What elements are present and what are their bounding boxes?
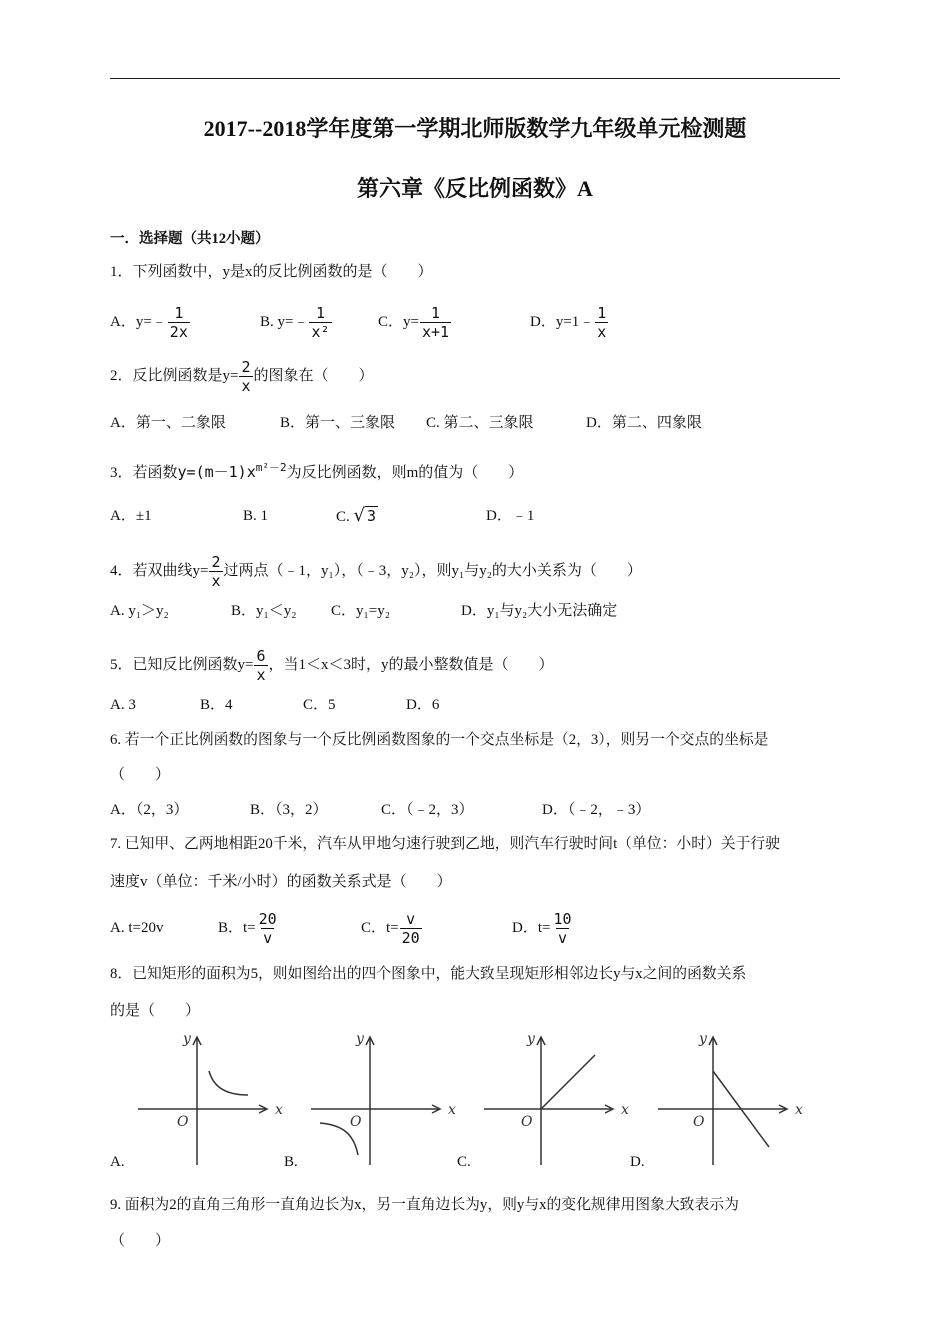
section-heading: 一．选择题（共12小题） bbox=[110, 231, 270, 247]
graph-label-a: A. bbox=[110, 1154, 125, 1170]
q3-option-a: A．±1 bbox=[110, 508, 152, 524]
q7-option-a: A. t=20v bbox=[110, 920, 164, 936]
q1-option-a: A．y=﹣ $\frac{1}{2x}$ bbox=[110, 304, 188, 341]
graph-a bbox=[135, 1025, 285, 1165]
q5-option-d: D．6 bbox=[406, 697, 440, 713]
question-7-stem-line1: 7. 已知甲、乙两地相距20千米，汽车从甲地匀速行驶到乙地，则汽车行驶时间t（单位：小时）关于行驶 bbox=[110, 836, 780, 852]
q3-option-b: B. 1 bbox=[243, 508, 269, 524]
q5-option-a: A. 3 bbox=[110, 697, 136, 713]
q1-b-fraction: $\frac{1}{\text{x²}}$ bbox=[311, 304, 330, 341]
q2-fraction: $\frac{2}{x}$ bbox=[241, 358, 251, 395]
origin-label: O bbox=[521, 1114, 533, 1130]
question-7-stem-line2: 速度v（单位：千米/小时）的函数关系式是（ ） bbox=[110, 874, 452, 890]
origin-label: O bbox=[350, 1114, 362, 1130]
q1-option-c: C．y= $\frac{1}{x+1}$ bbox=[378, 304, 450, 341]
q7-option-d: D．t= $\frac{10}{v}$ bbox=[512, 910, 572, 947]
q1-a-fraction: $\frac{1}{2x}$ bbox=[169, 304, 188, 341]
y-axis-label: y bbox=[183, 1031, 191, 1047]
graph-b bbox=[308, 1025, 458, 1165]
graph-label-d: D. bbox=[630, 1154, 645, 1170]
q2-option-c: C. 第二、三象限 bbox=[426, 415, 534, 431]
sqrt-icon: √ 3 bbox=[353, 505, 377, 526]
x-axis-label: x bbox=[448, 1102, 456, 1118]
q7-option-b: B．t= $\frac{20}{v}$ bbox=[218, 910, 277, 947]
graph-d bbox=[655, 1025, 805, 1165]
q6-option-a: A．（2，3） bbox=[110, 802, 189, 818]
x-axis-label: x bbox=[275, 1102, 283, 1118]
x-axis-label: x bbox=[621, 1102, 629, 1118]
q4-option-d: D．y₁与y₂大小无法确定 bbox=[461, 603, 618, 619]
graph-c bbox=[481, 1025, 631, 1165]
q4-option-a: A. y₁＞y₂ bbox=[110, 603, 169, 619]
question-6-stem-line2: （ ） bbox=[110, 767, 171, 783]
curve bbox=[209, 1071, 248, 1095]
y-axis-label: y bbox=[356, 1031, 364, 1047]
x-axis-label: x bbox=[795, 1102, 803, 1118]
question-2-stem: 2．反比例函数是y= $\frac{2}{x}$ 的图象在（ ） bbox=[110, 358, 374, 395]
q7-c-fraction: $\frac{v}{20}$ bbox=[401, 910, 420, 947]
graph-label-b: B. bbox=[284, 1154, 298, 1170]
q3-option-d: D．﹣1 bbox=[486, 508, 535, 524]
header-rule bbox=[110, 78, 840, 79]
q5-option-c: C．5 bbox=[303, 697, 336, 713]
q2-option-d: D．第二、四象限 bbox=[586, 415, 702, 431]
graph-label-c: C. bbox=[457, 1154, 471, 1170]
q7-option-c: C．t= $\frac{v}{20}$ bbox=[361, 910, 420, 947]
graph-d-svg bbox=[655, 1025, 805, 1165]
q6-option-d: D．（﹣2，﹣3） bbox=[542, 802, 651, 818]
question-1-stem: 1．下列函数中，y是x的反比例函数的是（ ） bbox=[110, 264, 433, 280]
question-8-stem-line2: 的是（ ） bbox=[110, 1003, 201, 1019]
q6-option-b: B．（3，2） bbox=[250, 802, 328, 818]
origin-label: O bbox=[177, 1114, 189, 1130]
question-9-stem-line2: （ ） bbox=[110, 1233, 171, 1249]
q1-d-fraction: $\frac{1}{x}$ bbox=[597, 304, 607, 341]
graph-a-svg bbox=[135, 1025, 285, 1165]
graph-b-svg bbox=[308, 1025, 458, 1165]
q3-formula: y=(m－1)x bbox=[177, 463, 256, 481]
q1-c-fraction: $\frac{1}{x+1}$ bbox=[421, 304, 450, 341]
q4-option-c: C．y₁=y₂ bbox=[331, 603, 390, 619]
document-title: 2017--2018学年度第一学期北师版数学九年级单元检测题 bbox=[203, 116, 747, 141]
q4-fraction: $\frac{2}{x}$ bbox=[211, 553, 221, 590]
q2-option-a: A．第一、二象限 bbox=[110, 415, 226, 431]
y-axis-label: y bbox=[527, 1031, 535, 1047]
question-6-stem-line1: 6. 若一个正比例函数的图象与一个反比例函数图象的一个交点坐标是（2，3），则另一个交点的坐标是 bbox=[110, 732, 769, 748]
question-3-stem: 3．若函数$y=(m-1)x^{m^2-2}$为反比例函数，则m的值为（ ） bbox=[110, 461, 524, 481]
q7-b-fraction: $\frac{20}{v}$ bbox=[258, 910, 277, 947]
origin-label: O bbox=[693, 1114, 705, 1130]
document-subtitle: 第六章《反比例函数》A bbox=[357, 176, 593, 201]
q1-option-d: D．y=1﹣ $\frac{1}{x}$ bbox=[530, 304, 607, 341]
q3-exponent: m²－2 bbox=[255, 461, 287, 474]
q5-option-b: B．4 bbox=[200, 697, 233, 713]
question-5-stem: 5．已知反比例函数y= $\frac{6}{x}$ ，当1＜x＜3时，y的最小整数值是（ ） bbox=[110, 647, 554, 684]
q6-option-c: C．（﹣2，3） bbox=[381, 802, 474, 818]
q4-option-b: B．y₁＜y₂ bbox=[231, 603, 297, 619]
line bbox=[541, 1055, 595, 1109]
q2-option-b: B．第一、三象限 bbox=[280, 415, 396, 431]
question-4-stem: 4．若双曲线y= $\frac{2}{x}$ 过两点（﹣1，y₁），（﹣3，y₂），则y₁与y₂的大小关系为（ ） bbox=[110, 553, 642, 590]
y-axis-label: y bbox=[699, 1031, 707, 1047]
q7-d-fraction: $\frac{10}{v}$ bbox=[553, 910, 572, 947]
question-9-stem-line1: 9. 面积为2的直角三角形一直角边长为x，另一直角边长为y，则y与x的变化规律用图象大致表示为 bbox=[110, 1197, 739, 1213]
q5-fraction: $\frac{6}{x}$ bbox=[256, 647, 266, 684]
q3-option-c: C. √ 3 bbox=[336, 505, 377, 526]
question-8-stem-line1: 8．已知矩形的面积为5，则如图给出的四个图象中，能大致呈现矩形相邻边长y与x之间的函数关系 bbox=[110, 966, 747, 982]
graph-c-svg bbox=[481, 1025, 631, 1165]
q1-option-b: B. y=﹣ $\frac{1}{\text{x²}}$ bbox=[260, 304, 330, 341]
